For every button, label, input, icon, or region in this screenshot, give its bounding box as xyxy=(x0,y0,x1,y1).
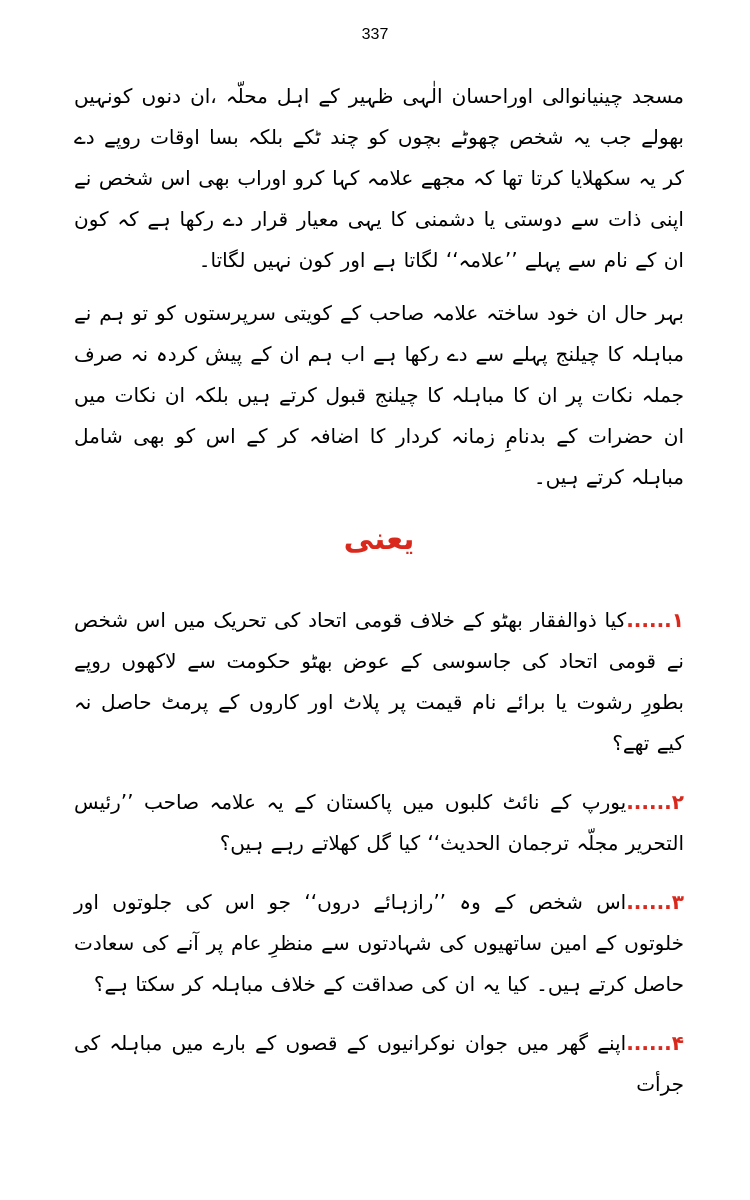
item-number: ۱...... xyxy=(626,608,684,632)
item-text: یورپ کے نائٹ کلبوں میں پاکستان کے یہ علامہ صاحب ’’رئیس التحریر مجلّہ ترجمان الحدیث‘‘ کیا گل کھلاتے رہے ہیں؟ xyxy=(74,790,684,855)
item-text: اس شخص کے وہ ’’رازہائے دروں‘‘ جو اس کی جلوتوں اور خلوتوں کے امین ساتھیوں کی شہادتوں سے منظرِ عام پر آنے کی سعادت حاصل کرتے ہیں۔ کیا یہ ان کی صداقت کے خلاف مباہلہ کر سکتا ہے؟ xyxy=(74,890,684,996)
item-number: ۴...... xyxy=(626,1031,684,1055)
list-item-4 xyxy=(74,1023,684,1105)
item-number: ۳...... xyxy=(626,890,684,914)
item-text: کیا ذوالفقار بھٹو کے خلاف قومی اتحاد کی تحریک میں اس شخص نے قومی اتحاد کی جاسوسی کے عوض بھٹو حکومت سے لاکھوں روپے بطورِ رشوت یا برائے نام قیمت پر پلاٹ اور کاروں کے پرمٹ حاصل نہ کیے تھے؟ xyxy=(74,608,684,755)
intro-paragraph-1: مسجد چینیانوالی اوراحسان الٰہی ظہیر کے اہل محلّہ ،ان دنوں کونہیں بھولے جب یہ شخص چھوٹے بچوں کو چند ٹکے بلکہ بسا اوقات روپے دے کر یہ سکھلایا کرتا تھا کہ مجھے علامہ کہا کرو اوراب بھی اس شخص نے اپنی ذات سے دوستی یا دشمنی کا یہی معیار قرار دے رکھا ہے کہ کون ان کے نام سے پہلے ’’علامہ‘‘ لگاتا ہے اور کون نہیں لگاتا۔ xyxy=(74,84,684,272)
section-heading: یعنی xyxy=(343,522,415,557)
item-text: اپنے گھر میں جوان نوکرانیوں کے قصوں کے بارے میں مباہلہ کی جرأت xyxy=(74,1031,684,1096)
list-item-3 xyxy=(74,882,684,1005)
list-item-1 xyxy=(74,600,684,764)
page-body xyxy=(74,76,684,1123)
item-number: ۲...... xyxy=(626,790,684,814)
page-number: 337 xyxy=(361,26,389,43)
list-item-2 xyxy=(74,782,684,864)
intro-paragraph-2: بہر حال ان خود ساختہ علامہ صاحب کے کویتی سرپرستوں کو تو ہم نے مباہلہ کا چیلنج پہلے سے دے رکھا ہے اب ہم ان کے پیش کردہ نہ صرف جملہ نکات پر ان کا مباہلہ کا چیلنج قبول کرتے ہیں بلکہ ان نکات میں ان حضرات کے بدنامِ زمانہ کردار کا اضافہ کر کے اس کو بھی شامل مباہلہ کرتے ہیں۔ xyxy=(74,301,684,489)
